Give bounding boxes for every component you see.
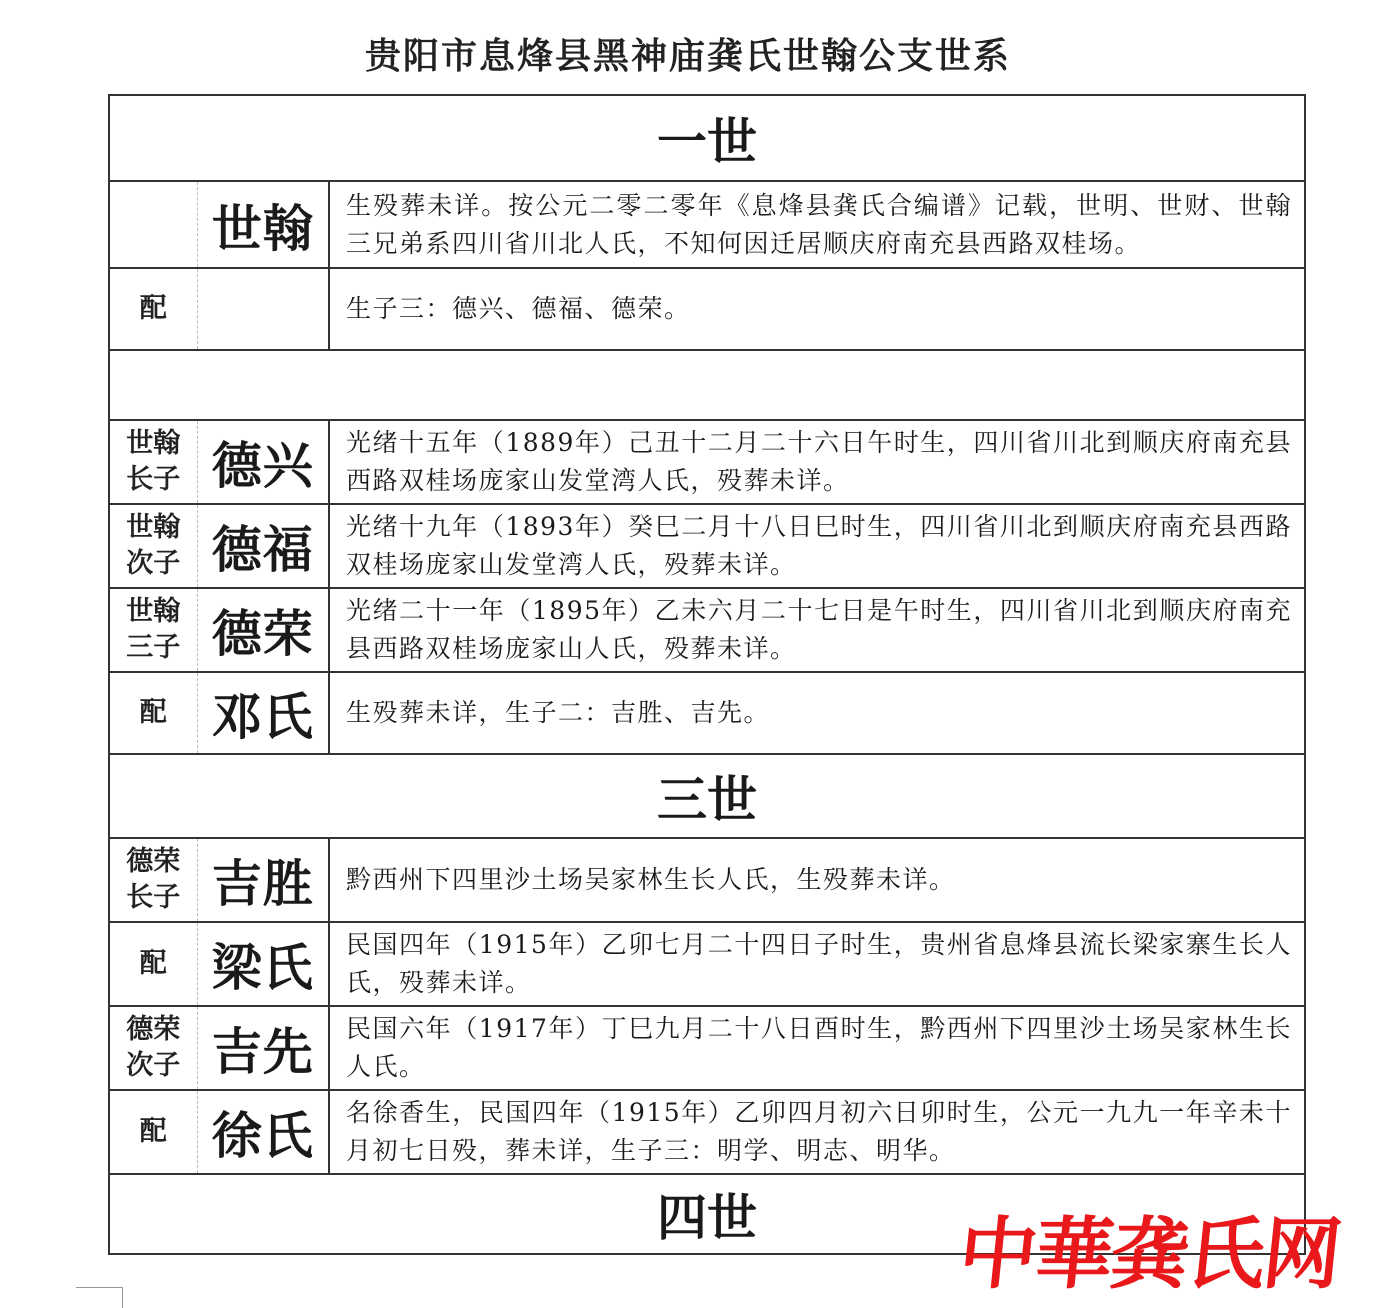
relation-cell: 德荣 长子	[109, 838, 197, 922]
generation-heading: 四世	[109, 1174, 1305, 1254]
person-row	[109, 672, 1305, 754]
person-description: 光绪二十一年（1895年）乙未六月二十七日是午时生，四川省川北到顺庆府南充县西路双桂场庞家山人氏，殁葬未详。	[329, 588, 1305, 672]
person-name: 徐氏	[197, 1090, 329, 1174]
genealogy-table	[108, 94, 1306, 1255]
relation-cell: 配	[109, 672, 197, 754]
person-name: 德兴	[197, 420, 329, 504]
person-description: 光绪十九年（1893年）癸巳二月十八日巳时生，四川省川北到顺庆府南充县西路双桂场庞家山发堂湾人氏，殁葬未详。	[329, 504, 1305, 588]
person-description: 生殁葬未详，生子二：吉胜、吉先。	[329, 672, 1305, 754]
person-description: 生子三：德兴、德福、德荣。	[329, 268, 1305, 350]
person-name: 德荣	[197, 588, 329, 672]
person-row	[109, 420, 1305, 504]
person-description: 民国四年（1915年）乙卯七月二十四日子时生，贵州省息烽县流长梁家寨生长人氏，殁葬未详。	[329, 922, 1305, 1006]
relation-cell	[109, 181, 197, 268]
person-name: 德福	[197, 504, 329, 588]
generation-row	[109, 350, 1305, 420]
relation-cell: 世翰 三子	[109, 588, 197, 672]
person-row	[109, 838, 1305, 922]
person-description: 光绪十五年（1889年）己丑十二月二十六日午时生，四川省川北到顺庆府南充县西路双桂场庞家山发堂湾人氏，殁葬未详。	[329, 420, 1305, 504]
generation-row	[109, 754, 1305, 838]
person-row	[109, 181, 1305, 268]
person-name: 邓氏	[197, 672, 329, 754]
relation-cell: 配	[109, 922, 197, 1006]
document-title: 贵阳市息烽县黑神庙龚氏世翰公支世系	[364, 35, 1011, 77]
relation-cell: 德荣 次子	[109, 1006, 197, 1090]
relation-cell: 配	[109, 1090, 197, 1174]
generation-heading: 一世	[109, 95, 1305, 181]
relation-cell: 世翰 次子	[109, 504, 197, 588]
person-description: 名徐香生，民国四年（1915年）乙卯四月初六日卯时生，公元一九九一年辛未十月初七日殁，葬未详，生子三：明学、明志、明华。	[329, 1090, 1305, 1174]
person-description: 生殁葬未详。按公元二零二零年《息烽县龚氏合编谱》记载，世明、世财、世翰三兄弟系四川省川北人氏，不知何因迁居顺庆府南充县西路双桂场。	[329, 181, 1305, 268]
person-name: 吉先	[197, 1006, 329, 1090]
generation-heading	[109, 350, 1305, 420]
person-row	[109, 268, 1305, 350]
person-row	[109, 922, 1305, 1006]
site-watermark: 中華龚氏网	[954, 1209, 1345, 1300]
relation-cell: 配	[109, 268, 197, 350]
generation-heading: 三世	[109, 754, 1305, 838]
person-row	[109, 1090, 1305, 1174]
person-name: 梁氏	[197, 922, 329, 1006]
person-name	[197, 268, 329, 350]
page-corner-mark	[76, 1287, 123, 1308]
person-description: 黔西州下四里沙土场吴家林生长人氏，生殁葬未详。	[329, 838, 1305, 922]
person-row	[109, 1006, 1305, 1090]
person-row	[109, 588, 1305, 672]
person-name: 吉胜	[197, 838, 329, 922]
person-name: 世翰	[197, 181, 329, 268]
person-description: 民国六年（1917年）丁巳九月二十八日酉时生，黔西州下四里沙土场吴家林生长人氏。	[329, 1006, 1305, 1090]
person-row	[109, 504, 1305, 588]
generation-row	[109, 95, 1305, 181]
relation-cell: 世翰 长子	[109, 420, 197, 504]
